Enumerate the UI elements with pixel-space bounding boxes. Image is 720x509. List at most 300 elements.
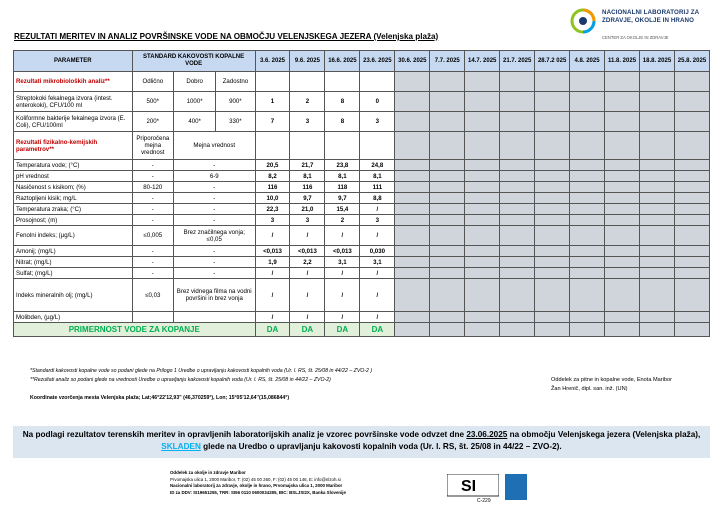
empty-date-cell bbox=[465, 279, 500, 312]
standard-value: 500* bbox=[132, 92, 173, 112]
date-header: 21.7. 2025 bbox=[500, 51, 535, 72]
empty-date-cell bbox=[465, 323, 500, 337]
empty-date-cell bbox=[674, 323, 709, 337]
empty-date-cell bbox=[605, 193, 640, 204]
date-header: 18.8. 2025 bbox=[640, 51, 675, 72]
conclusion-box bbox=[13, 426, 710, 458]
result-value: 3 bbox=[360, 215, 395, 226]
standard-value: 330* bbox=[216, 112, 255, 132]
empty-date-cell bbox=[640, 204, 675, 215]
result-value: / bbox=[325, 226, 360, 246]
empty-date-cell bbox=[500, 257, 535, 268]
empty-date-cell bbox=[395, 204, 430, 215]
result-value: 8,1 bbox=[325, 171, 360, 182]
empty-date-cell bbox=[535, 226, 570, 246]
empty-date-cell bbox=[605, 204, 640, 215]
empty-date-cell bbox=[535, 112, 570, 132]
standard-value: ≤0,03 bbox=[132, 279, 173, 312]
table-row bbox=[14, 226, 710, 246]
empty-date-cell bbox=[500, 193, 535, 204]
date-header: 9.6. 2025 bbox=[290, 51, 325, 72]
empty-date-cell bbox=[395, 193, 430, 204]
empty-date-cell bbox=[674, 215, 709, 226]
empty-date-cell bbox=[465, 182, 500, 193]
empty-date-cell bbox=[430, 171, 465, 182]
empty-date-cell bbox=[605, 112, 640, 132]
conclusion-date: 23.06.2025 bbox=[466, 430, 508, 439]
empty-date-cell bbox=[535, 279, 570, 312]
blank-cell bbox=[360, 72, 395, 92]
result-value: 21,7 bbox=[290, 160, 325, 171]
empty-date-cell bbox=[430, 215, 465, 226]
empty-date-cell bbox=[674, 171, 709, 182]
result-value: 0 bbox=[360, 92, 395, 112]
empty-date-cell bbox=[465, 215, 500, 226]
empty-date-cell bbox=[674, 226, 709, 246]
empty-date-cell bbox=[640, 72, 675, 92]
empty-date-cell bbox=[640, 112, 675, 132]
standard-value: Brez značilnega vonja; ≤0,05 bbox=[173, 226, 255, 246]
empty-date-cell bbox=[535, 204, 570, 215]
conclusion-status: SKLADEN bbox=[161, 442, 201, 451]
standard-value bbox=[173, 312, 255, 323]
empty-date-cell bbox=[640, 160, 675, 171]
standard-value: 6-9 bbox=[173, 171, 255, 182]
empty-date-cell bbox=[465, 312, 500, 323]
parameter-label: Raztopljeni kisik; mg/L bbox=[14, 193, 133, 204]
result-value: <0,013 bbox=[290, 246, 325, 257]
logo-mark-icon bbox=[570, 8, 596, 34]
parameter-label: Koliformne bakterije fekalnega izvora (E. Coli), CFU/100ml bbox=[14, 112, 133, 132]
certification-badge-icon bbox=[505, 474, 527, 500]
date-header: 28.7.2 025 bbox=[535, 51, 570, 72]
signature-department: Oddelek za pitne in kopalne vode, Enota Maribor bbox=[551, 377, 672, 383]
table-row bbox=[14, 193, 710, 204]
footnotes bbox=[30, 367, 372, 385]
footer-line: Oddelek za okolje in zdravje Maribor bbox=[170, 470, 246, 475]
suitability-value: DA bbox=[360, 323, 395, 337]
table-row bbox=[14, 246, 710, 257]
empty-date-cell bbox=[570, 193, 605, 204]
empty-date-cell bbox=[605, 182, 640, 193]
footnote-results: **Rezultati analiz so podani glede na vrednosti Uredbe o upravljanju kakovosti kopalnih voda (Ur. l. RS, št. 25/08 in 44/22 – ZVO-2) bbox=[30, 377, 331, 383]
empty-date-cell bbox=[535, 323, 570, 337]
si-accreditation-logo bbox=[447, 474, 499, 504]
result-value: / bbox=[255, 312, 290, 323]
empty-date-cell bbox=[640, 132, 675, 160]
result-value: 22,3 bbox=[255, 204, 290, 215]
empty-date-cell bbox=[395, 312, 430, 323]
empty-date-cell bbox=[535, 268, 570, 279]
empty-date-cell bbox=[500, 312, 535, 323]
suitability-label: PRIMERNOST VODE ZA KOPANJE bbox=[14, 323, 256, 337]
empty-date-cell bbox=[640, 246, 675, 257]
result-value: 1,9 bbox=[255, 257, 290, 268]
table-row bbox=[14, 268, 710, 279]
result-value: 23,8 bbox=[325, 160, 360, 171]
empty-date-cell bbox=[640, 193, 675, 204]
empty-date-cell bbox=[430, 72, 465, 92]
result-value: 8,8 bbox=[360, 193, 395, 204]
result-value: 8,2 bbox=[255, 171, 290, 182]
standard-value: - bbox=[173, 246, 255, 257]
empty-date-cell bbox=[465, 246, 500, 257]
empty-date-cell bbox=[500, 226, 535, 246]
table-row bbox=[14, 171, 710, 182]
empty-date-cell bbox=[674, 257, 709, 268]
empty-date-cell bbox=[674, 204, 709, 215]
footer-address bbox=[170, 470, 346, 496]
parameter-label: Prosojnost; (m) bbox=[14, 215, 133, 226]
result-value: 118 bbox=[325, 182, 360, 193]
date-header: 16.6. 2025 bbox=[325, 51, 360, 72]
empty-date-cell bbox=[465, 92, 500, 112]
micro-section-label: Rezultati mikrobioloških analiz** bbox=[14, 72, 133, 92]
date-header: 4.8. 2025 bbox=[570, 51, 605, 72]
suitability-value: DA bbox=[290, 323, 325, 337]
empty-date-cell bbox=[500, 279, 535, 312]
empty-date-cell bbox=[570, 72, 605, 92]
result-value: / bbox=[360, 268, 395, 279]
empty-date-cell bbox=[674, 246, 709, 257]
signature-block bbox=[551, 376, 672, 393]
date-header: 11.8. 2025 bbox=[605, 51, 640, 72]
table-row bbox=[14, 279, 710, 312]
standard-value: - bbox=[173, 182, 255, 193]
empty-date-cell bbox=[570, 171, 605, 182]
result-value: / bbox=[255, 268, 290, 279]
table-row bbox=[14, 132, 710, 160]
empty-date-cell bbox=[500, 182, 535, 193]
empty-date-cell bbox=[465, 193, 500, 204]
empty-date-cell bbox=[570, 279, 605, 312]
result-value: 21,0 bbox=[290, 204, 325, 215]
result-value: 3 bbox=[290, 215, 325, 226]
empty-date-cell bbox=[500, 323, 535, 337]
empty-date-cell bbox=[430, 112, 465, 132]
empty-date-cell bbox=[430, 268, 465, 279]
si-logo-code: C-229 bbox=[477, 498, 491, 504]
table-row bbox=[14, 215, 710, 226]
empty-date-cell bbox=[570, 132, 605, 160]
empty-date-cell bbox=[640, 182, 675, 193]
empty-date-cell bbox=[500, 132, 535, 160]
standard-value: - bbox=[132, 160, 173, 171]
param-header: PARAMETER bbox=[14, 51, 133, 72]
empty-date-cell bbox=[605, 215, 640, 226]
date-header: 23.6. 2025 bbox=[360, 51, 395, 72]
result-value: 24,8 bbox=[360, 160, 395, 171]
result-value: / bbox=[325, 279, 360, 312]
empty-date-cell bbox=[430, 279, 465, 312]
empty-date-cell bbox=[430, 323, 465, 337]
empty-date-cell bbox=[570, 312, 605, 323]
empty-date-cell bbox=[430, 246, 465, 257]
result-value: / bbox=[290, 268, 325, 279]
standard-header: STANDARD KAKOVOSTI KOPALNE VODE bbox=[132, 51, 255, 72]
empty-date-cell bbox=[430, 182, 465, 193]
blank-cell bbox=[360, 132, 395, 160]
standard-value: - bbox=[173, 268, 255, 279]
page-title: REZULTATI MERITEV IN ANALIZ POVRŠINSKE VODE NA OBMOČJU VELENJSKEGA JEZERA (Velenjska plaža) bbox=[14, 32, 439, 41]
standard-value: - bbox=[132, 193, 173, 204]
empty-date-cell bbox=[500, 112, 535, 132]
empty-date-cell bbox=[395, 92, 430, 112]
empty-date-cell bbox=[500, 171, 535, 182]
empty-date-cell bbox=[465, 204, 500, 215]
sampling-coordinates: Koordinate vzorčenja mesta Velenjska plaža; Lat;46°22'12,93'' (46,370259°), Lon; 15°05'12,64''(15,086844°) bbox=[30, 395, 290, 401]
empty-date-cell bbox=[465, 112, 500, 132]
empty-date-cell bbox=[674, 72, 709, 92]
empty-date-cell bbox=[465, 171, 500, 182]
empty-date-cell bbox=[500, 72, 535, 92]
empty-date-cell bbox=[395, 160, 430, 171]
empty-date-cell bbox=[640, 257, 675, 268]
blank-cell bbox=[255, 72, 290, 92]
empty-date-cell bbox=[465, 132, 500, 160]
empty-date-cell bbox=[535, 312, 570, 323]
empty-date-cell bbox=[395, 171, 430, 182]
result-value: 116 bbox=[255, 182, 290, 193]
standard-value: - bbox=[173, 204, 255, 215]
result-value: 116 bbox=[290, 182, 325, 193]
blank-cell bbox=[255, 132, 290, 160]
empty-date-cell bbox=[500, 204, 535, 215]
standard-column-header: Dobro bbox=[173, 72, 215, 92]
empty-date-cell bbox=[395, 132, 430, 160]
result-value: 7 bbox=[255, 112, 290, 132]
parameter-label: pH vrednost bbox=[14, 171, 133, 182]
empty-date-cell bbox=[395, 215, 430, 226]
standard-value: - bbox=[132, 204, 173, 215]
empty-date-cell bbox=[674, 268, 709, 279]
empty-date-cell bbox=[605, 226, 640, 246]
footer-line: Prvomajska ulica 1, 2000 Maribor, T: (02) 45 00 260, F: (02) 45 00 146, E: info@nlzoh.si bbox=[170, 476, 341, 482]
empty-date-cell bbox=[535, 160, 570, 171]
parameter-label: Temperatura zraka; (°C) bbox=[14, 204, 133, 215]
table-row bbox=[14, 182, 710, 193]
standard-value: - bbox=[132, 215, 173, 226]
result-value: / bbox=[325, 268, 360, 279]
empty-date-cell bbox=[570, 160, 605, 171]
logo-line-2: ZDRAVJE, OKOLJE IN HRANO bbox=[602, 17, 695, 24]
result-value: / bbox=[360, 226, 395, 246]
table-row bbox=[14, 312, 710, 323]
empty-date-cell bbox=[570, 204, 605, 215]
result-value: 8 bbox=[325, 92, 360, 112]
empty-date-cell bbox=[605, 268, 640, 279]
empty-date-cell bbox=[570, 257, 605, 268]
empty-date-cell bbox=[570, 112, 605, 132]
result-value: 3 bbox=[255, 215, 290, 226]
empty-date-cell bbox=[535, 72, 570, 92]
parameter-label: Fenolni indeks; (µg/L) bbox=[14, 226, 133, 246]
empty-date-cell bbox=[570, 226, 605, 246]
empty-date-cell bbox=[674, 279, 709, 312]
table-row bbox=[14, 112, 710, 132]
conclusion-text: Na podlagi rezultatov terenskih meritev in opravljenih laboratorijskih analiz je vzorec površinske vode odvzet dne bbox=[22, 430, 467, 439]
empty-date-cell bbox=[674, 312, 709, 323]
empty-date-cell bbox=[430, 132, 465, 160]
result-value: 8,1 bbox=[290, 171, 325, 182]
empty-date-cell bbox=[535, 92, 570, 112]
result-value: 3,1 bbox=[360, 257, 395, 268]
chem-section-label: Rezultati fizikalno-kemijskih parametrov** bbox=[14, 132, 133, 160]
blank-cell bbox=[325, 72, 360, 92]
empty-date-cell bbox=[640, 312, 675, 323]
standard-column-header: Zadostno bbox=[216, 72, 255, 92]
blank-cell bbox=[290, 72, 325, 92]
parameter-label: Sulfat; (mg/L) bbox=[14, 268, 133, 279]
empty-date-cell bbox=[465, 257, 500, 268]
empty-date-cell bbox=[535, 257, 570, 268]
empty-date-cell bbox=[535, 132, 570, 160]
result-value: / bbox=[325, 312, 360, 323]
empty-date-cell bbox=[674, 160, 709, 171]
empty-date-cell bbox=[535, 215, 570, 226]
parameter-label: Nasičenost s kisikom; (%) bbox=[14, 182, 133, 193]
result-value: 1 bbox=[255, 92, 290, 112]
empty-date-cell bbox=[674, 193, 709, 204]
empty-date-cell bbox=[395, 257, 430, 268]
result-value: 20,5 bbox=[255, 160, 290, 171]
empty-date-cell bbox=[535, 182, 570, 193]
standard-column-header: Priporočena mejna vrednost bbox=[132, 132, 173, 160]
empty-date-cell bbox=[605, 312, 640, 323]
standard-value: ≤0,005 bbox=[132, 226, 173, 246]
table-row bbox=[14, 257, 710, 268]
parameter-label: Temperatura vode; (°C) bbox=[14, 160, 133, 171]
conclusion-text: glede na Uredbo o upravljanju kakovosti kopalnih voda (Ur. l. RS, št. 25/08 in 44/22 – ZVO-2). bbox=[200, 442, 562, 451]
standard-value: - bbox=[132, 171, 173, 182]
standard-value: 80-120 bbox=[132, 182, 173, 193]
result-value: / bbox=[360, 204, 395, 215]
result-value: / bbox=[255, 279, 290, 312]
result-value: / bbox=[255, 226, 290, 246]
empty-date-cell bbox=[395, 323, 430, 337]
empty-date-cell bbox=[640, 92, 675, 112]
standard-value: 1000* bbox=[173, 92, 215, 112]
footnote-standards: *Standardi kakovosti kopalne vode so podani glede na Prilogo 1 Uredbe o upravljanju kakovosti kopalnih voda (Ur. l. RS, št. 25/08 in 44/22 – ZVO-2 ) bbox=[30, 368, 373, 374]
empty-date-cell bbox=[570, 246, 605, 257]
result-value: 8,1 bbox=[360, 171, 395, 182]
empty-date-cell bbox=[430, 257, 465, 268]
table-row bbox=[14, 72, 710, 92]
empty-date-cell bbox=[674, 92, 709, 112]
si-logo-text: SI bbox=[461, 478, 477, 495]
empty-date-cell bbox=[500, 246, 535, 257]
empty-date-cell bbox=[605, 279, 640, 312]
nlzoh-logo bbox=[570, 6, 710, 40]
standard-value bbox=[132, 312, 173, 323]
empty-date-cell bbox=[640, 215, 675, 226]
table-row bbox=[14, 160, 710, 171]
empty-date-cell bbox=[395, 182, 430, 193]
empty-date-cell bbox=[500, 92, 535, 112]
empty-date-cell bbox=[570, 268, 605, 279]
footer-line: ID za DDV: SI19651255, TRR: SI56 0110 0600034285, BIC: BSLJSI2X, Banka Slovenije bbox=[170, 489, 346, 495]
signature-name: Žan Hrenič, dipl. san. inž. (UN) bbox=[551, 385, 628, 392]
empty-date-cell bbox=[430, 92, 465, 112]
empty-date-cell bbox=[395, 268, 430, 279]
date-header: 14.7. 2025 bbox=[465, 51, 500, 72]
result-value: 111 bbox=[360, 182, 395, 193]
empty-date-cell bbox=[535, 193, 570, 204]
empty-date-cell bbox=[640, 279, 675, 312]
result-value: 2 bbox=[290, 92, 325, 112]
standard-value: - bbox=[173, 215, 255, 226]
empty-date-cell bbox=[605, 323, 640, 337]
result-value: <0,013 bbox=[325, 246, 360, 257]
result-value: 15,4 bbox=[325, 204, 360, 215]
result-value: 3,1 bbox=[325, 257, 360, 268]
standard-value: - bbox=[173, 160, 255, 171]
empty-date-cell bbox=[465, 160, 500, 171]
empty-date-cell bbox=[395, 246, 430, 257]
empty-date-cell bbox=[500, 160, 535, 171]
empty-date-cell bbox=[674, 132, 709, 160]
empty-date-cell bbox=[465, 72, 500, 92]
result-value: 9,7 bbox=[325, 193, 360, 204]
empty-date-cell bbox=[395, 112, 430, 132]
result-value: / bbox=[360, 312, 395, 323]
standard-value: - bbox=[132, 268, 173, 279]
date-header: 7.7. 2025 bbox=[430, 51, 465, 72]
result-value: 3 bbox=[360, 112, 395, 132]
empty-date-cell bbox=[605, 257, 640, 268]
logo-subtitle: CENTER ZA OKOLJE IN ZDRAVJE bbox=[602, 35, 669, 40]
suitability-value: DA bbox=[255, 323, 290, 337]
suitability-value: DA bbox=[325, 323, 360, 337]
standard-column-header: Odlično bbox=[132, 72, 173, 92]
empty-date-cell bbox=[465, 268, 500, 279]
result-value: <0,013 bbox=[255, 246, 290, 257]
standard-value: - bbox=[173, 257, 255, 268]
empty-date-cell bbox=[570, 92, 605, 112]
empty-date-cell bbox=[605, 132, 640, 160]
logo-line-1: NACIONALNI LABORATORIJ ZA bbox=[602, 9, 700, 16]
result-value: / bbox=[360, 279, 395, 312]
parameter-label: Streptokoki fekalnega izvora (intest. enterokoki), CFU/100 ml bbox=[14, 92, 133, 112]
standard-value: 400* bbox=[173, 112, 215, 132]
empty-date-cell bbox=[640, 226, 675, 246]
empty-date-cell bbox=[430, 204, 465, 215]
empty-date-cell bbox=[500, 268, 535, 279]
result-value: 9,7 bbox=[290, 193, 325, 204]
empty-date-cell bbox=[605, 171, 640, 182]
empty-date-cell bbox=[605, 72, 640, 92]
result-value: 3 bbox=[290, 112, 325, 132]
table-row bbox=[14, 323, 710, 337]
parameter-label: Indeks mineralnih olj; (mg/L) bbox=[14, 279, 133, 312]
date-header: 3.6. 2025 bbox=[255, 51, 290, 72]
result-value: 8 bbox=[325, 112, 360, 132]
standard-value: 200* bbox=[132, 112, 173, 132]
result-value: 10,0 bbox=[255, 193, 290, 204]
empty-date-cell bbox=[395, 279, 430, 312]
date-header: 25.8. 2025 bbox=[674, 51, 709, 72]
empty-date-cell bbox=[605, 160, 640, 171]
standard-value: - bbox=[173, 193, 255, 204]
standard-value: Brez vidnega filma na vodni površini in brez vonja bbox=[173, 279, 255, 312]
result-value: / bbox=[290, 312, 325, 323]
empty-date-cell bbox=[640, 171, 675, 182]
table-row bbox=[14, 204, 710, 215]
result-value: 2,2 bbox=[290, 257, 325, 268]
parameter-label: Amonij; (mg/L) bbox=[14, 246, 133, 257]
conclusion-text: na območju Velenjskega jezera (Velenjska plaža), bbox=[507, 430, 701, 439]
logo-org-name bbox=[602, 9, 699, 25]
